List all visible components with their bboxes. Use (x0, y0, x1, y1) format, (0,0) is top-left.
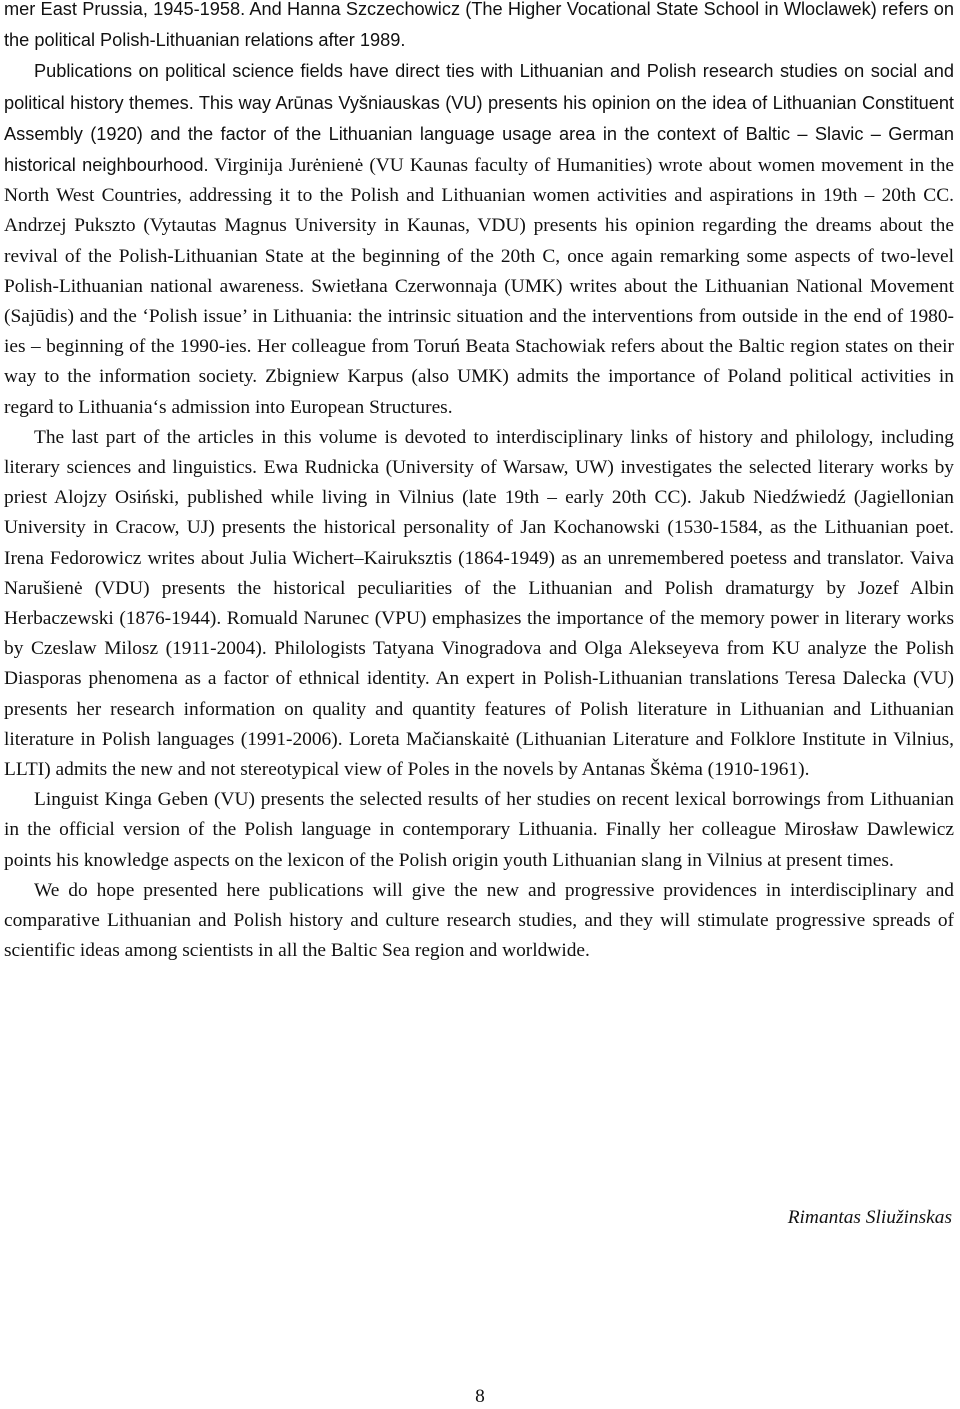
paragraph-4 (4, 785, 954, 876)
paragraph-1 (4, 0, 954, 56)
paragraph-2 (4, 56, 954, 422)
paragraph-3 (4, 423, 954, 785)
author-signature: Rimantas Sliužinskas (787, 1207, 952, 1228)
paragraph-5-text: We do hope presented here publications will give the new and progressive providences in interdisciplinary and comparative Lithuanian and Polish history and culture research studies, and they will stimulate progressive spreads of scientific ideas among scientists in all the Baltic Sea region and worldwide. (4, 879, 954, 962)
paragraph-3-text: The last part of the articles in this volume is devoted to interdisciplinary links of history and philology, including literary sciences and linguistics. Ewa Rudnicka (University of Warsaw, UW) investigates the selected literary works by priest Alojzy Osiński, published while living in Vilnius (late 19th – early 20th CC). Jakub Niedźwiedź (Jagiellonian University in Cracow, UJ) presents the historical personality of Jan Kochanowski (1530-1584, as the Lithuanian poet. Irena Fedorowicz writes about Julia Wichert–Kairuksztis (1864-1949) as an unremembered poetess and translator. Vaiva Narušienė (VDU) presents the historical peculiarities of the Lithuanian and Polish dramaturgy by Jozef Albin Herbaczewski (1876-1944). Romuald Narunec (VPU) emphasizes the importance of the memory power in literary works by Czeslaw Milosz (1911-2004). Philologists Tatyana Vinogradova and Olga Alekseyeva from KU analyze the Polish Diasporas phenomena as a factor of ethnical identity. An expert in Polish-Lithuanian translations Teresa Dalecka (VU) presents her research information on quality and quantity features of Polish literature in Lithuanian and Lithuanian literature in Polish languages (1991-2006). Loreta Mačianskaitė (Lithuanian Literature and Folklore Institute in Vilnius, LLTI) admits the new and not stereotypical view of Poles in the novels by Antanas Škėma (1910-1961). (4, 426, 954, 781)
page-number: 8 (475, 1386, 485, 1407)
paragraph-2-text-serif: Virginija Jurėnienė (VU Kaunas faculty of Humanities) wrote about women movement in the North West Countries, addressing it to the Polish and Lithuanian women activities and aspirations in 19th – 20th CC. Andrzej Pukszto (Vytautas Magnus University in Kaunas, VDU) presents his opinion regarding the dreams about the revival of the Polish-Lithuanian State at the beginning of the 20th C, once again remarking some aspects of two-level Polish-Lithuanian national awareness. Swietłana Czerwonnaja (UMK) writes about the Lithuanian National Movement (Sajūdis) and the ‘Polish issue’ in Lithuania: the intrinsic situation and the interventions from outside in the end of 1980-ies – beginning of the 1990-ies. Her colleague from Toruń Beata Stachowiak refers about the Baltic region states on their way to the information society. Zbigniew Karpus (also UMK) admits the importance of Poland political activities in regard to Lithuania‘s admission into European Structures. (4, 155, 954, 418)
body-text (4, 0, 954, 967)
paragraph-4-text: Linguist Kinga Geben (VU) presents the selected results of her studies on recent lexical borrowings from Lithuanian in the official version of the Polish language in contemporary Lithuania. Finally her colleague Mirosław Dawlewicz points his knowledge aspects on the lexicon of the Polish origin youth Lithuanian slang in Vilnius at present times. (4, 789, 954, 871)
paragraph-5 (4, 876, 954, 967)
paragraph-2-text-sans: Publications on political science fields have direct ties with Lithuanian and Polish research studies on social and political history themes. This way Arūnas Vyšniauskas (VU) presents his opinion on the idea of Lithuanian Constituent Assembly (1920) and the factor of the Lithuanian language usage area in the context of Baltic – Slavic – German historical neighbourhood. (4, 61, 954, 176)
paragraph-1-text: mer East Prussia, 1945-1958. And Hanna Szczechowicz (The Higher Vocational State School in Wloclawek) refers on the political Polish-Lithuanian relations after 1989. (4, 0, 954, 51)
